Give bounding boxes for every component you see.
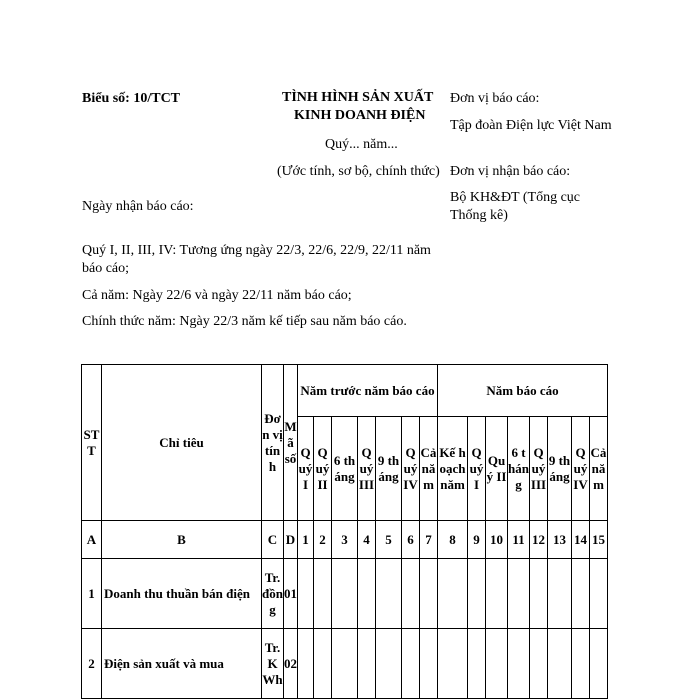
note-official: Chính thức năm: Ngày 22/3 năm kế tiếp sau năm báo cáo. [82,314,407,329]
receiving-unit-label: Đơn vị nhận báo cáo: [450,164,571,179]
subheader-report-year-col: Quý III [530,417,548,521]
row-stt: 1 [82,559,102,629]
row-stt: 2 [82,629,102,699]
header-indicator: Chỉ tiêu [102,365,262,521]
value-cell[interactable] [314,559,332,629]
index-cell: 15 [590,521,608,559]
index-cell: 7 [420,521,438,559]
header-stt: STT [82,365,102,521]
value-cell[interactable] [420,629,438,699]
value-cell[interactable] [420,559,438,629]
index-cell: 9 [468,521,486,559]
value-cell[interactable] [358,559,376,629]
index-cell: B [102,521,262,559]
index-cell: 3 [332,521,358,559]
reporting-unit-label: Đơn vị báo cáo: [450,91,540,106]
value-cell[interactable] [508,629,530,699]
subheader-report-year-col: Quý II [486,417,508,521]
value-cell[interactable] [402,629,420,699]
value-cell[interactable] [332,559,358,629]
receiving-unit-value [450,189,620,225]
value-cell[interactable] [530,559,548,629]
subheader-prev-year-col: 9 tháng [376,417,402,521]
header-group-prev-year: Năm trước năm báo cáo [298,365,438,417]
value-cell[interactable] [590,559,608,629]
value-cell[interactable] [402,559,420,629]
index-cell: 13 [548,521,572,559]
value-cell[interactable] [468,559,486,629]
report-table [81,364,608,699]
subheader-prev-year-col: Quý II [314,417,332,521]
value-cell[interactable] [548,559,572,629]
index-cell: 10 [486,521,508,559]
index-cell: 6 [402,521,420,559]
table-body [82,559,608,699]
subheader-prev-year-col: Cả năm [420,417,438,521]
subheader-report-year-col: Quý IV [572,417,590,521]
value-cell[interactable] [486,559,508,629]
report-title-line2: KINH DOANH ĐIỆN [294,108,426,123]
report-status: (Ước tính, sơ bộ, chính thức) [277,164,440,179]
header-group-report-year: Năm báo cáo [438,365,608,417]
value-cell[interactable] [314,629,332,699]
subheader-report-year-col: 9 tháng [548,417,572,521]
value-cell[interactable] [438,559,468,629]
value-cell[interactable] [572,629,590,699]
table-row [82,559,608,629]
index-cell: 5 [376,521,402,559]
note-quarterly: Quý I, II, III, IV: Tương ứng ngày 22/3, 22/6, 22/9, 22/11 năm báo cáo; [82,243,431,276]
index-cell: A [82,521,102,559]
subheader-report-year-col: 6 tháng [508,417,530,521]
value-cell[interactable] [298,559,314,629]
value-cell[interactable] [508,559,530,629]
subheader-report-year-col: Cả năm [590,417,608,521]
date-received-label: Ngày nhận báo cáo: [82,199,194,214]
value-cell[interactable] [548,629,572,699]
index-cell: 8 [438,521,468,559]
value-cell[interactable] [486,629,508,699]
index-cell: 1 [298,521,314,559]
header-unit: Đơn vị tính [262,365,284,521]
subheader-prev-year-col: Quý IV [402,417,420,521]
subheader-prev-year-col: 6 tháng [332,417,358,521]
subheader-prev-year-col: Quý III [358,417,376,521]
subheader-prev-year-col: Quý I [298,417,314,521]
value-cell[interactable] [376,559,402,629]
table-row [82,629,608,699]
index-cell: 2 [314,521,332,559]
index-cell: D [284,521,298,559]
value-cell[interactable] [530,629,548,699]
row-code: 02 [284,629,298,699]
receiving-unit-line1: Bộ KH&ĐT (Tổng cục [450,190,580,205]
index-cell: 11 [508,521,530,559]
receiving-unit-line2: Thống kê) [450,208,508,223]
report-title-line1: TÌNH HÌNH SẢN XUẤT [282,90,434,105]
value-cell[interactable] [572,559,590,629]
report-period: Quý... năm... [325,137,398,152]
row-code: 01 [284,559,298,629]
index-cell: C [262,521,284,559]
note-full-year: Cả năm: Ngày 22/6 và ngày 22/11 năm báo cáo; [82,288,352,303]
subheader-report-year-col: Kế hoạch năm [438,417,468,521]
row-unit: Tr. đồng [262,559,284,629]
value-cell[interactable] [332,629,358,699]
subheader-report-year-col: Quý I [468,417,486,521]
row-indicator: Doanh thu thuần bán điện [102,559,262,629]
value-cell[interactable] [468,629,486,699]
form-code: Biểu số: 10/TCT [82,91,181,106]
reporting-unit-value: Tập đoàn Điện lực Việt Nam [450,118,612,133]
value-cell[interactable] [376,629,402,699]
row-unit: Tr. KWh [262,629,284,699]
value-cell[interactable] [438,629,468,699]
value-cell[interactable] [298,629,314,699]
index-cell: 14 [572,521,590,559]
row-indicator: Điện sản xuất và mua [102,629,262,699]
value-cell[interactable] [358,629,376,699]
header-code: Mã số [284,365,298,521]
value-cell[interactable] [590,629,608,699]
index-row [82,521,608,559]
index-cell: 4 [358,521,376,559]
index-cell: 12 [530,521,548,559]
